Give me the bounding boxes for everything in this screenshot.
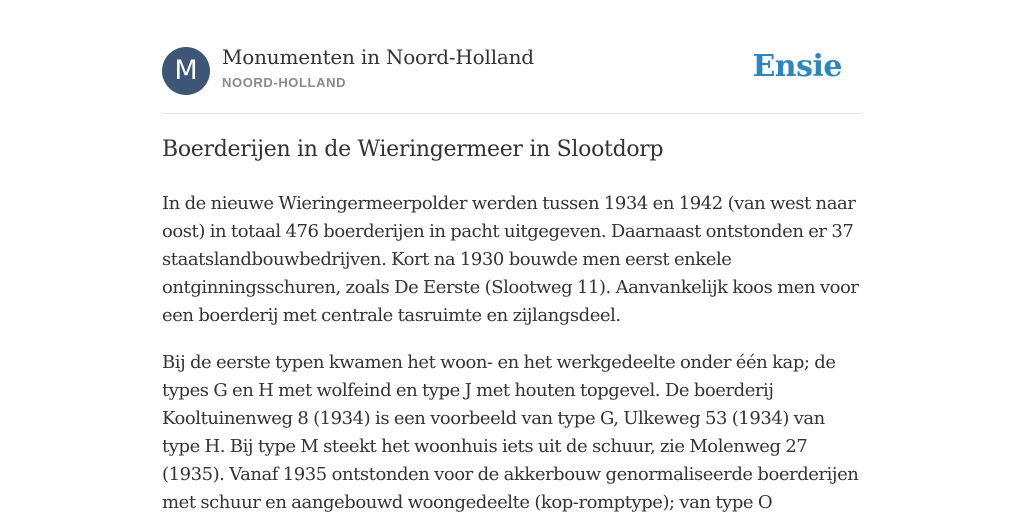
content-card (162, 0, 862, 512)
site-header (162, 0, 862, 114)
article-title: Boerderijen in de Wieringermeer in Slootdorp (162, 137, 664, 162)
article-paragraph: In de nieuwe Wieringermeerpolder werden tussen 1934 en 1942 (van west naar oost) in totaal 476 boerderijen in pacht uitgegeven. Daarnaast ontstonden er 37 staatslandbouwbedrijven. Kort na 1930 bouwde men eerst enkele ontginningsschuren, zoals De Eerste (Slootweg 11). Aanvankelijk koos men voor een boerderij met centrale tasruimte en zijlangsdeel. (162, 193, 859, 326)
article-body (162, 190, 862, 512)
brand-logo[interactable]: Ensie (752, 49, 842, 84)
avatar[interactable]: M (162, 47, 210, 95)
site-subtitle: NOORD-HOLLAND (222, 75, 347, 90)
site-title[interactable]: Monumenten in Noord-Holland (222, 45, 534, 69)
article-paragraph: Bij de eerste typen kwamen het woon- en het werkgedeelte onder één kap; de types G en H met wolfeind en type J met houten topgevel. De boerderij Kooltuinenweg 8 (1934) is een voorbeeld van type G, Ulkeweg 53 (1934) van type H. Bij type M steekt het woonhuis iets uit de schuur, zie Molenweg 27 (1935). Vanaf 1935 ontstonden voor de akkerbouw genormaliseerde boerderijen met schuur en aangebouwd woongedeelte (kop-romptype); van type O (162, 352, 859, 512)
